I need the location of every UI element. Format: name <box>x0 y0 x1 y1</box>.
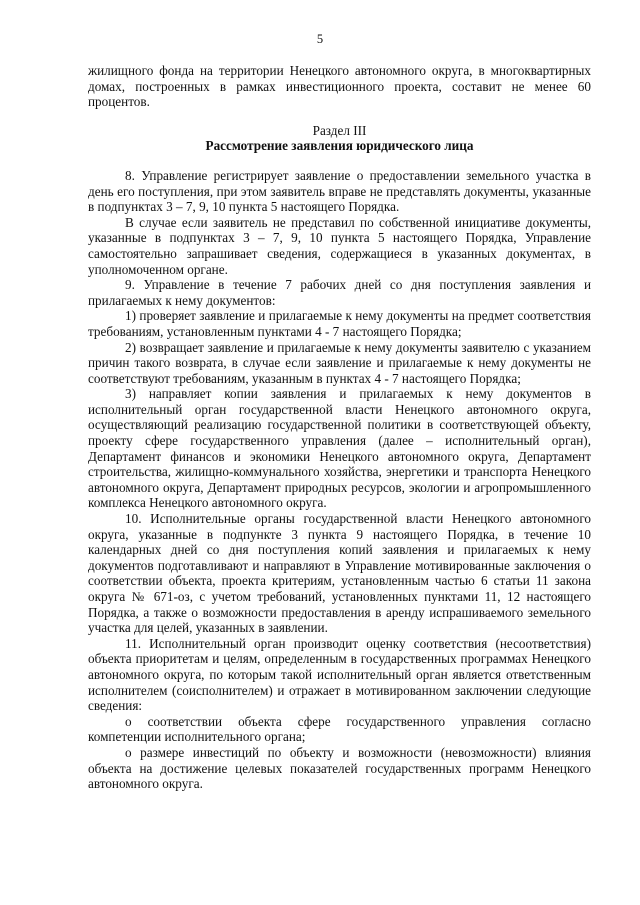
page-number: 5 <box>316 32 324 46</box>
paragraph-8-continued: В случае если заявитель не представил по собственной инициативе документы, указанные в подпунктах 3 – 7, 9, 10 пункта 5 настоящего Порядка, Управление самостоятельно запрашивает сведения, содержащиеся в указанных документах, в уполномоченном органе. <box>88 214 591 277</box>
paragraph-8: 8. Управление регистрирует заявление о предоставлении земельного участка в день его поступления, при этом заявитель вправе не представлять документы, указанные в подпунктах 3 – 7, 9, 10 пункта 5 настоящего Порядка. <box>88 167 591 215</box>
paragraph-9-item-3: 3) направляет копии заявления и прилагаемых к нему документов в исполнительный орган государственной власти Ненецкого автономного округа, осуществляющий реализацию государственной политики в соответствующей объекту, проекту сфере государственного управления (далее – исполнительный орган), Департамент финансов и экономики Ненецкого автономного округа, Департамент строительства, жилищно-коммунального хозяйства, энергетики и транспорта Ненецкого автономного округа, Департамент природных ресурсов, экологии и агропромышленного комплекса Ненецкого автономного округа. <box>88 386 591 511</box>
paragraph-9-item-1: 1) проверяет заявление и прилагаемые к нему документы на предмет соответствия требованиям, установленным пунктами 4 - 7 настоящего Порядка; <box>88 308 591 339</box>
paragraph-11: 11. Исполнительный орган производит оценку соответствия (несоответствия) объекта приоритетам и целям, определенным в государственных программах Ненецкого автономного округа, по которым такой исполнительный орган является ответственным исполнителем (соисполнителем) и отражает в мотивированном заключении следующие сведения: <box>88 635 591 714</box>
paragraph-9-item-2: 2) возвращает заявление и прилагаемые к нему документы заявителю с указанием причин такого возврата, в случае если заявление и прилагаемые к нему документы не соответствуют требованиям, указанным в пунктах 4 - 7 настоящего Порядка; <box>88 339 591 386</box>
paragraph-9: 9. Управление в течение 7 рабочих дней со дня поступления заявления и прилагаемых к нему документов: <box>88 277 591 308</box>
section-label: Раздел III <box>312 122 367 138</box>
section-title: Рассмотрение заявления юридического лица <box>205 138 474 154</box>
intro-paragraph: жилищного фонда на территории Ненецкого автономного округа, в многоквартирных домах, построенных в рамках инвестиционного проекта, составит не менее 60 процентов. <box>88 63 591 110</box>
paragraph-11-item-1: о соответствии объекта сфере государственного управления согласно компетенции исполнительного органа; <box>88 713 591 745</box>
paragraph-11-item-2: о размере инвестиций по объекту и возможности (невозможности) влияния объекта на достижение целевых показателей государственных программ Ненецкого автономного округа. <box>88 744 591 792</box>
paragraph-10: 10. Исполнительные органы государственной власти Ненецкого автономного округа, указанные в подпункте 3 пункта 9 настоящего Порядка, в течение 10 календарных дней со дня поступления копий заявления и прилагаемых к нему документов подготавливают и направляют в Управление мотивированные заключения о соответствии объекта, проекта критериям, установленным частью 6 статьи 11 закона округа № 671-оз, с учетом требований, установленных пунктами 11, 12 настоящего Порядка, а также о возможности предоставления в аренду испрашиваемого земельного участка для целей, указанных в заявлении. <box>88 511 591 636</box>
document-body <box>88 63 591 792</box>
